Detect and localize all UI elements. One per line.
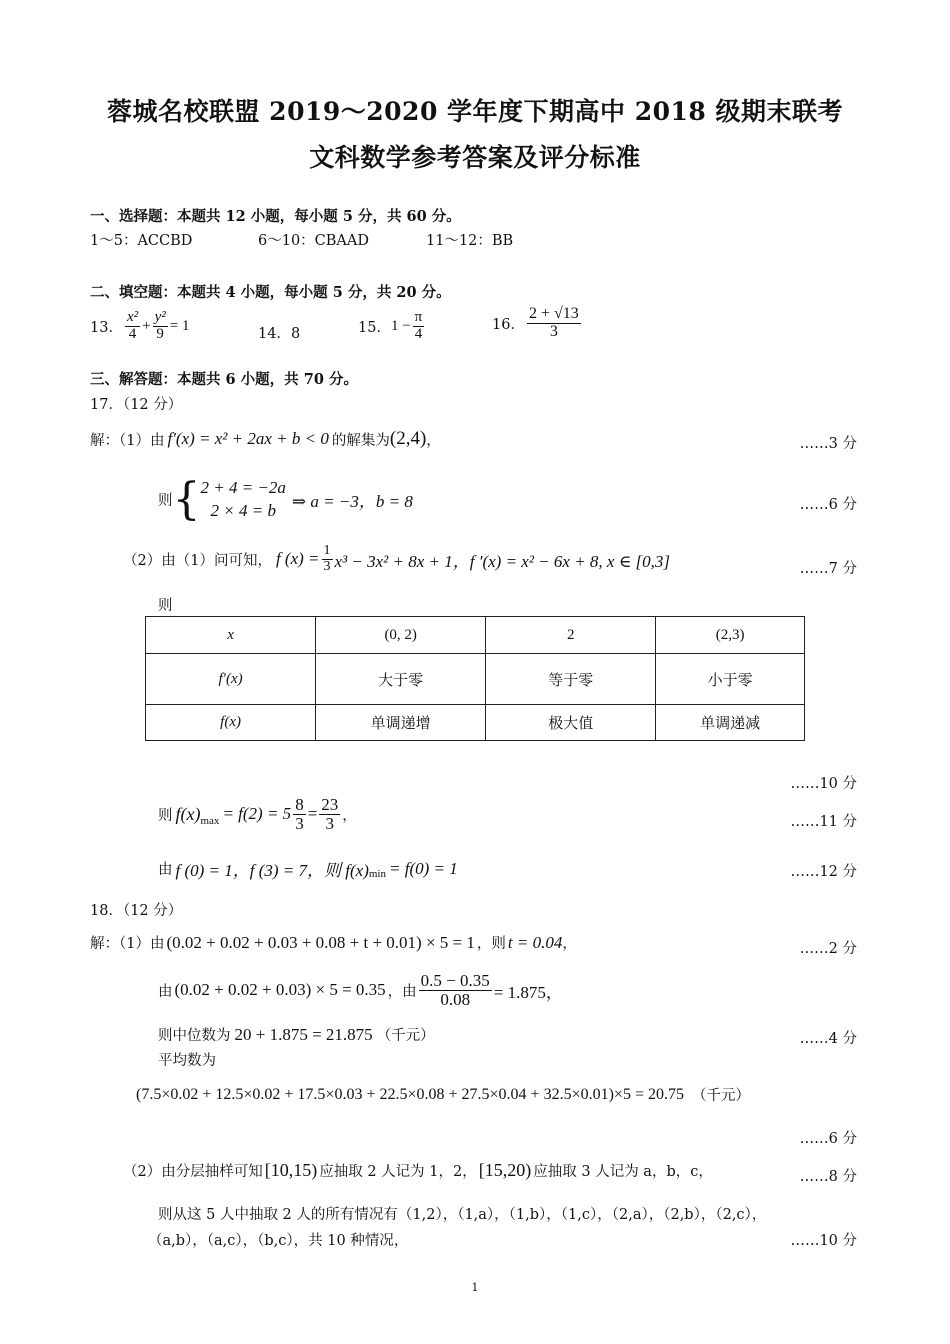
p18-line-2: 由 (0.02 + 0.02 + 0.03) × 5 = 0.35 ，由 $\frac{0.5 - 0.35}{0.08}$ = 1.875， [158,971,563,1009]
p18-line-7: 则从这 5 人中抽取 2 人的所有情况有（1,2），（1,a），（1,b），（1,c），（2,a），（2,b），（2,c）， [158,1207,767,1223]
p17-score-4: ……10 分 [790,776,857,792]
fill-answer-13: 13． $\frac{\text{x²}}{4}$ + $\frac{\text{y²}}{9}$ = 1 [90,309,190,342]
problem-17-header: 17．（12 分） [90,397,183,413]
p18-line-8: （a,b），（a,c），（b,c），共 10 种情况， [148,1233,409,1249]
monotonicity-table [145,616,805,741]
eight-thirds-frac: $\frac{8}{3}$ [295,795,304,833]
p17-score-1: ……3 分 [799,436,857,452]
page-title: 蓉城名校联盟 2019～2020 学年度下期高中 2018 级期末联考 [106,97,844,126]
problem-18-header: 18．（12 分） [90,903,183,919]
section-3-heading: 三、解答题：本题共 6 小题，共 70 分。 [90,371,358,388]
median-frac: $\frac{0.5 - 0.35}{0.08}$ [420,971,490,1009]
p18-score-5: ……6 分 [799,1131,857,1147]
equation-system: 2 + 4 = −2a 2 × 4 = b [200,478,286,520]
fill-answer-15: 15． 1 − $\frac{\pi}{4}$ [358,309,423,342]
one-third-frac: $\frac{1}{3}$ [323,543,331,574]
table-row: f(x) 单调递增 极大值 单调递减 [146,705,805,741]
answers-6-10: 6～10：CBAAD [258,233,369,249]
p18-score-3: ……4 分 [799,1031,857,1047]
p17-score-2: ……6 分 [799,497,857,513]
table-row: f′(x) 大于零 等于零 小于零 [146,654,805,705]
answers-11-12: 11～12：BB [426,233,514,249]
p17-score-6: ……12 分 [790,864,857,880]
fill-answer-14: 14．8 [258,326,301,342]
table-row: x (0, 2) 2 (2,3) [146,617,805,654]
p17-score-3: ……7 分 [799,561,857,577]
p17-line-6: 由 f (0) = 1，f (3) = 7，则 f(x) min = f(0) = 1 [158,858,458,880]
answers-1-5: 1～5：ACCBD [90,233,193,249]
p18-line-3: 则中位数为 20 + 1.875 = 21.875 （千元） [158,1024,435,1044]
p17-line-2: 则 { 2 + 4 = −2a 2 × 4 = b ⇒ a = −3，b = 8 [158,473,413,525]
p17-score-5: ……11 分 [790,814,857,830]
section-2-heading: 二、填空题：本题共 4 小题，每小题 5 分，共 20 分。 [90,284,451,301]
23-thirds-frac: $\frac{23}{3}$ [321,795,339,833]
p18-line-1: 解：（1）由 (0.02 + 0.02 + 0.03 + 0.08 + t + 0.01) × 5 = 1 ，则 t = 0.04 ， [90,932,577,952]
p18-line-5: (7.5×0.02 + 12.5×0.02 + 17.5×0.03 + 22.5×0.08 + 27.5×0.04 + 32.5×0.01)×5 = 20.75 （千元） [136,1085,750,1104]
fill-answer-16: 16． $\frac{2 + √13}{3}$ [492,305,579,340]
q16-frac: $\frac{2 + √13}{3}$ [528,305,579,340]
page-number: 1 [471,1281,479,1294]
page-subtitle: 文科数学参考答案及评分标准 [309,143,641,172]
q13-label: 13． [90,319,123,336]
p18-score-6: ……8 分 [799,1169,857,1185]
system-brace: { [172,473,201,525]
q13-frac-y: $\frac{\text{y²}}{9}$ [154,309,166,342]
p18-line-6: （2）由分层抽样可知 [10,15) 应抽取 2 人记为 1，2， [15,20) 应抽取 3 人记为 a，b，c， [123,1160,713,1180]
p18-score-8: ……10 分 [790,1233,857,1249]
p18-line-4: 平均数为 [158,1053,216,1069]
q13-frac-x: $\frac{\text{x²}}{4}$ [126,309,139,342]
p17-line-1: 解：（1）由 f′(x) = x² + 2ax + b < 0 的解集为 (2,4) ， [90,428,441,449]
p18-score-1: ……2 分 [799,941,857,957]
p17-line-3: （2）由（1）问可知， f (x) = $\frac{1}{3}$ x³ − 3x² + 8x + 1，f ′(x) = x² − 6x + 8, x ∈ [0,3] [123,543,671,574]
section-1-heading: 一、选择题：本题共 12 小题，每小题 5 分，共 60 分。 [90,208,461,225]
q15-frac: $\frac{\pi}{4}$ [414,309,423,342]
p17-line-4: 则 [158,598,173,614]
p17-line-5: 则 f(x) max = f(2) = 5 $\frac{8}{3}$ = $\frac{23}{3}$ ， [158,795,357,833]
